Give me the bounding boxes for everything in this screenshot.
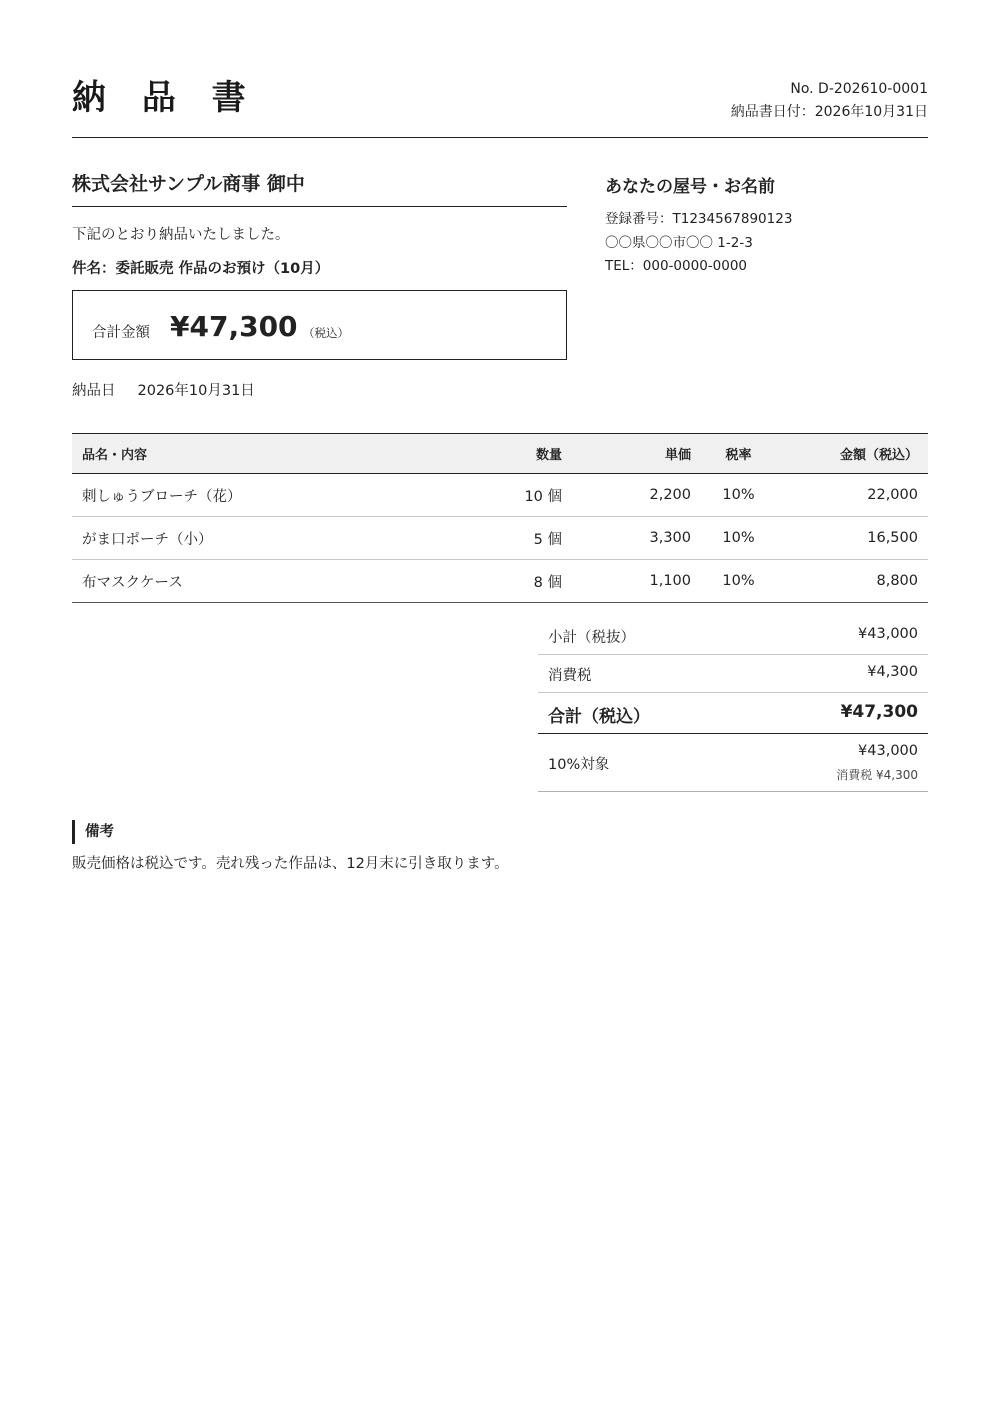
grand-total-row	[538, 693, 928, 734]
delivery-date	[72, 380, 255, 402]
sender-tel: TEL：000-0000-0000	[605, 258, 748, 274]
remarks-heading: 備考	[72, 820, 114, 844]
document-date: 納品書日付：2026年10月31日	[730, 104, 928, 120]
item-name: 刺しゅうブローチ（花）	[72, 474, 487, 517]
tax-value: ¥4,300	[867, 664, 918, 680]
document-meta	[731, 78, 928, 124]
sender-name: あなたの屋号・お名前	[605, 177, 775, 197]
tax-rate-tax: 消費税 ¥4,300	[836, 768, 918, 782]
item-name: 布マスクケース	[72, 560, 487, 603]
remarks-body: 販売価格は税込です。売れ残った作品は、12月末に引き取ります。	[72, 856, 509, 872]
subtotal-label: 小計（税抜）	[548, 630, 635, 646]
item-qty: 5 個	[487, 517, 572, 560]
item-tax-rate: 10%	[701, 560, 776, 603]
item-amount: 8,800	[776, 560, 928, 603]
column-header-tax-rate: 税率	[701, 434, 776, 474]
item-name: がま口ポーチ（小）	[72, 517, 487, 560]
item-qty: 8 個	[487, 560, 572, 603]
table-header-row	[72, 434, 928, 474]
subtotal-value: ¥43,000	[858, 626, 918, 642]
document-title: 納 品 書	[72, 78, 258, 118]
table-row	[72, 560, 928, 603]
sender-block	[605, 174, 928, 279]
item-unit-price: 2,200	[572, 474, 701, 517]
item-qty: 10 個	[487, 474, 572, 517]
delivery-date-value: 2026年10月31日	[137, 383, 255, 399]
tax-row	[538, 655, 928, 693]
sender-registration: 登録番号：T1234567890123	[605, 211, 793, 227]
tax-rate-amount: ¥43,000	[858, 743, 918, 759]
table-row	[72, 474, 928, 517]
subtotal-row	[538, 617, 928, 655]
summary-block	[538, 617, 928, 792]
table-row	[72, 517, 928, 560]
delivery-date-label: 納品日	[72, 383, 116, 399]
total-amount-value: ¥47,300	[170, 310, 298, 343]
delivery-slip	[72, 0, 928, 1414]
column-header-amount: 金額（税込）	[776, 434, 928, 474]
total-amount-label: 合計金額	[92, 325, 150, 341]
item-tax-rate: 10%	[701, 474, 776, 517]
item-unit-price: 3,300	[572, 517, 701, 560]
item-tax-rate: 10%	[701, 517, 776, 560]
item-amount: 22,000	[776, 474, 928, 517]
tax-label: 消費税	[548, 668, 592, 684]
header-divider	[72, 137, 928, 138]
grand-total-label: 合計（税込）	[548, 707, 650, 727]
subject-line: 件名：委託販売 作品のお預け（10月）	[72, 261, 330, 277]
document-number: No. D-202610-0001	[790, 81, 928, 97]
total-amount-tax-note: （税込）	[303, 326, 349, 340]
total-amount-box	[72, 290, 567, 360]
intro-text: 下記のとおり納品いたしました。	[72, 227, 290, 243]
grand-total-value: ¥47,300	[840, 702, 918, 722]
items-table	[72, 433, 928, 603]
column-header-unit-price: 単価	[572, 434, 701, 474]
sender-address: 〇〇県〇〇市〇〇 1-2-3	[605, 234, 753, 251]
item-amount: 16,500	[776, 517, 928, 560]
item-unit-price: 1,100	[572, 560, 701, 603]
tax-rate-label: 10%対象	[548, 757, 610, 773]
column-header-item: 品名・内容	[72, 434, 487, 474]
recipient-name: 株式会社サンプル商事 御中	[72, 170, 567, 207]
column-header-qty: 数量	[487, 434, 572, 474]
tax-rate-breakdown-row	[538, 734, 928, 792]
